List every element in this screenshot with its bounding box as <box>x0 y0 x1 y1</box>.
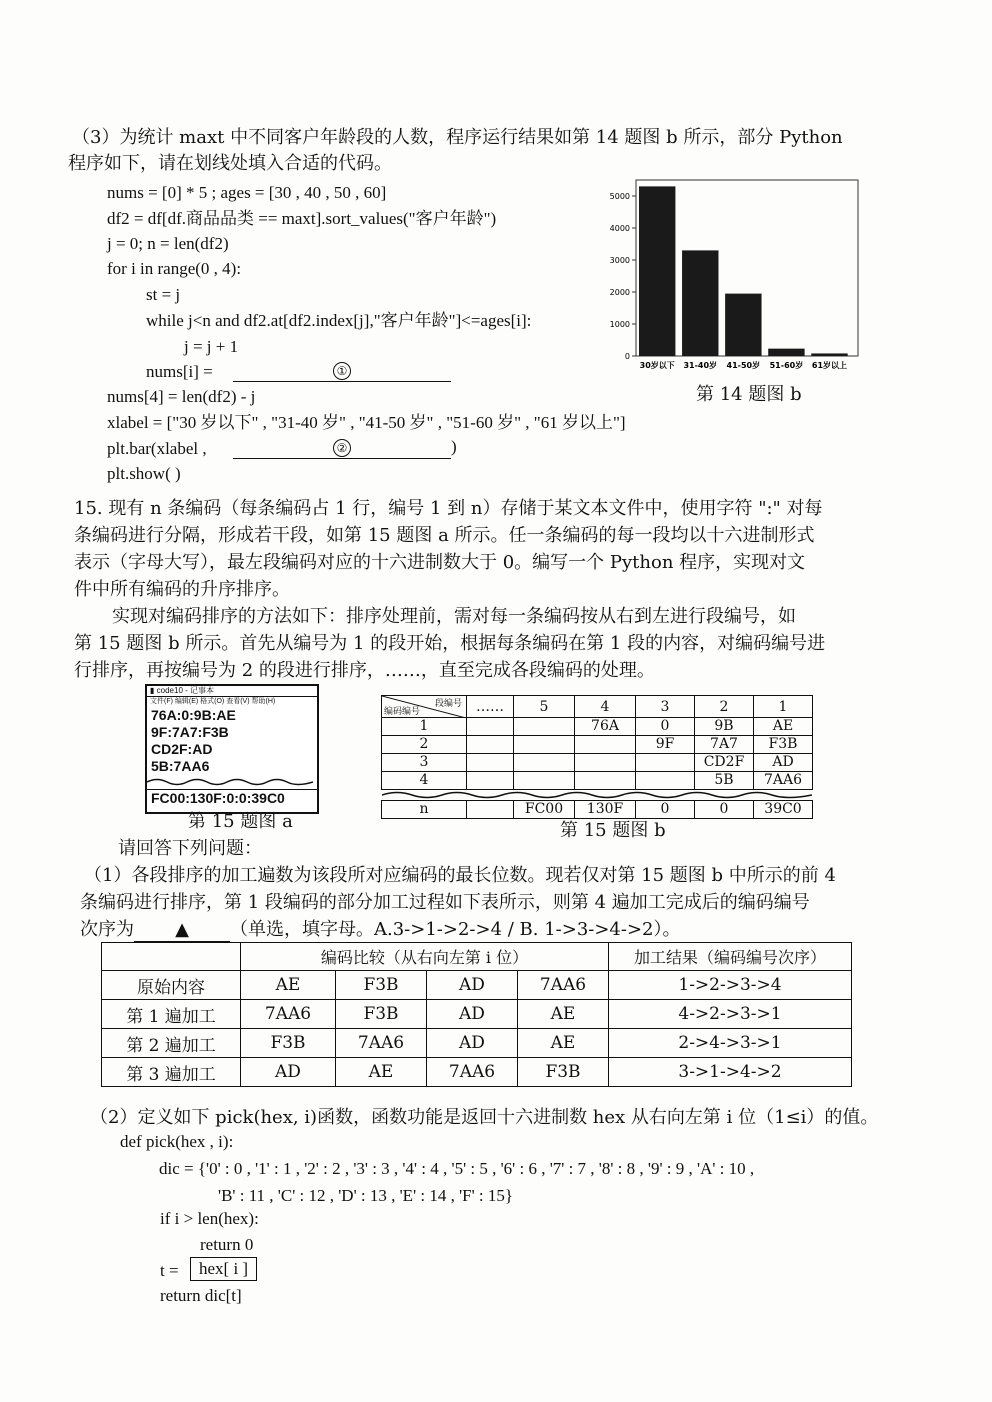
cell: 7AA6 <box>427 1058 518 1087</box>
sub1-line-last <box>80 919 681 942</box>
row-label: 第 3 遍加工 <box>102 1058 241 1087</box>
code-line: nums = [0] * 5 ; ages = [30 , 40 , 50 , 60] <box>107 183 387 202</box>
y-tick-label: 0 <box>624 352 630 361</box>
cell: AD <box>427 1000 518 1029</box>
cell: AE <box>518 1029 609 1058</box>
sub1-text: （单选，填字母。A.3->1->2->4 / B. 1->3->4->2）。 <box>230 919 681 940</box>
cell: F3B <box>336 971 427 1000</box>
code-line: df2 = df[df.商品品类 == maxt].sort_values("客户年龄") <box>107 209 497 228</box>
cell: FC00 <box>514 801 575 819</box>
segment-table <box>381 695 813 819</box>
code-line: return 0 <box>200 1235 254 1254</box>
notepad-line: CD2F:AD <box>151 741 213 757</box>
fig-a-caption: 第 15 题图 a <box>188 811 293 832</box>
code-line: dic = {'0' : 0 , '1' : 1 , '2' : 2 , '3' : 3 , '4' : 4 , '5' : 5 , '6' : 6 , '7' : 7 , '8' : 8 , '9' : 9 , 'A' : 10 , <box>159 1159 755 1178</box>
questions-intro: 请回答下列问题： <box>118 838 262 859</box>
break-line <box>147 775 313 789</box>
row-label: 第 2 遍加工 <box>102 1029 241 1058</box>
header-cell: 5 <box>514 696 575 718</box>
sub1-text: 次序为 <box>80 919 134 940</box>
code-line: if i > len(hex): <box>160 1209 259 1228</box>
cell: AD <box>427 971 518 1000</box>
code-line: xlabel = ["30 岁以下" , "31-40 岁" , "41-50 岁" , "51-60 岁" , "61 岁以上"] <box>107 413 626 432</box>
row-number: 4 <box>382 772 467 790</box>
q15-line: 第 15 题图 b 所示。首先从编号为 1 的段开始，根据每条编码在第 1 段的内容，对编码编号进 <box>74 633 826 654</box>
q15-line: 表示（字母大写），最左段编码对应的十六进制数大于 0。编写一个 Python 程序，实现对文 <box>74 552 806 573</box>
result-cell: 3->1->4->2 <box>609 1058 852 1087</box>
x-tick-label: 30岁以下 <box>639 361 675 370</box>
cell: 7AA6 <box>754 772 813 790</box>
chart-caption: 第 14 题图 b <box>696 384 802 405</box>
result-cell: 4->2->3->1 <box>609 1000 852 1029</box>
header-cell: 2 <box>695 696 754 718</box>
code-line: def pick(hex , i): <box>120 1132 234 1151</box>
q3-line1: （3）为统计 maxt 中不同客户年龄段的人数，程序运行结果如第 14 题图 b 所示，部分 Python <box>72 127 843 148</box>
header-cell: 3 <box>636 696 695 718</box>
fig-b-caption: 第 15 题图 b <box>560 820 666 841</box>
code-line: while j<n and df2.at[df2.index[j],"客户年龄"]<=ages[i]: <box>146 311 532 330</box>
code-line: plt.bar(xlabel , <box>107 439 207 458</box>
code-line: j = 0; n = len(df2) <box>107 234 229 253</box>
cell: 0 <box>636 718 695 736</box>
corner-top-label: 段编号 <box>434 698 462 708</box>
bar <box>768 349 804 356</box>
bar <box>811 353 847 356</box>
code-line: j = j + 1 <box>184 337 239 356</box>
y-tick-label: 4000 <box>609 224 630 233</box>
blank-marker: ▲ <box>175 919 189 940</box>
answer-blank-1[interactable] <box>233 359 451 382</box>
y-tick-label: 2000 <box>609 288 630 297</box>
cell: AD <box>427 1029 518 1058</box>
bar <box>639 186 675 356</box>
code-line: st = j <box>146 285 181 304</box>
table-row <box>382 772 813 790</box>
corner-bottom-label: 编码编号 <box>384 706 421 716</box>
header-cell: 1 <box>754 696 813 718</box>
answer-blank-choice[interactable] <box>134 919 230 942</box>
table-row <box>382 801 813 819</box>
cell: AD <box>241 1058 336 1087</box>
cell: 39C0 <box>754 801 813 819</box>
cell: 0 <box>636 801 695 819</box>
bar <box>682 250 718 356</box>
table-corner <box>382 696 467 718</box>
cell: AE <box>336 1058 427 1087</box>
answer-box[interactable]: hex[ i ] <box>190 1257 257 1281</box>
code-line: nums[4] = len(df2) - j <box>107 387 256 406</box>
x-tick-label: 51-60岁 <box>769 361 804 370</box>
notepad-line: 5B:7AA6 <box>151 758 210 774</box>
table-row <box>382 718 813 736</box>
q15-line: 实现对编码排序的方法如下：排序处理前，需对每一条编码按从右到左进行段编号，如 <box>112 606 796 627</box>
cell: AE <box>241 971 336 1000</box>
row-number: 3 <box>382 754 467 772</box>
close-paren: ) <box>451 437 457 456</box>
y-tick-label: 5000 <box>609 192 630 201</box>
q3-line2: 程序如下，请在划线处填入合适的代码。 <box>68 153 392 174</box>
table-row <box>102 1029 852 1058</box>
notepad-title <box>147 686 317 697</box>
code-line: return dic[t] <box>160 1286 242 1305</box>
notepad-icon: ▮ <box>150 686 155 695</box>
cell: 9B <box>695 718 754 736</box>
sub1-line: 条编码进行排序，第 1 段编码的部分加工过程如下表所示，则第 4 遍加工完成后的编码编号 <box>80 892 810 913</box>
cell: 7AA6 <box>241 1000 336 1029</box>
cell: AE <box>518 1000 609 1029</box>
table-row <box>382 736 813 754</box>
break-row <box>382 790 813 801</box>
blank-1-marker: ① <box>333 362 351 380</box>
cell: AE <box>754 718 813 736</box>
result-header: 加工结果（编码编号次序） <box>609 943 852 971</box>
compare-header: 编码比较（从右向左第 i 位） <box>241 943 609 971</box>
notepad-title-text: code10 - 记事本 <box>156 686 214 695</box>
y-tick-label: 3000 <box>609 256 630 265</box>
bar <box>725 294 761 356</box>
cell: AD <box>754 754 813 772</box>
notepad-line: 76A:0:9B:AE <box>151 707 236 723</box>
cell: 7A7 <box>695 736 754 754</box>
cell: 76A <box>575 718 636 736</box>
code-line: plt.show( ) <box>107 464 181 483</box>
header-cell: 4 <box>575 696 636 718</box>
sub1-line: （1）各段排序的加工遍数为该段所对应编码的最长位数。现若仅对第 15 题图 b 中所示的前 4 <box>84 865 836 886</box>
cell: 130F <box>575 801 636 819</box>
blank-2-marker: ② <box>333 439 351 457</box>
notepad-menu: 文件(F) 编辑(E) 格式(O) 查看(V) 帮助(H) <box>150 698 276 705</box>
break-line <box>382 790 812 800</box>
process-table <box>101 942 852 1087</box>
cell: F3B <box>754 736 813 754</box>
cell: CD2F <box>695 754 754 772</box>
result-cell: 2->4->3->1 <box>609 1029 852 1058</box>
cell: 7AA6 <box>518 971 609 1000</box>
notepad-line: 9F:7A7:F3B <box>151 724 229 740</box>
row-label: 原始内容 <box>102 971 241 1000</box>
notepad-last-line: FC00:130F:0:0:39C0 <box>147 789 317 806</box>
x-tick-label: 31-40岁 <box>683 361 718 370</box>
table-row <box>102 1058 852 1087</box>
q15-line: 行排序，再按编号为 2 的段进行排序，……，直至完成各段编码的处理。 <box>74 660 655 681</box>
code-line: 'B' : 11 , 'C' : 12 , 'D' : 13 , 'E' : 14 , 'F' : 15} <box>218 1186 514 1205</box>
code-line: for i in range(0 , 4): <box>107 259 242 278</box>
cell: F3B <box>336 1000 427 1029</box>
y-tick-label: 1000 <box>609 320 630 329</box>
row-number: n <box>382 801 467 819</box>
cell: 0 <box>695 801 754 819</box>
code-line: nums[i] = <box>146 362 213 381</box>
code-line: t = <box>160 1261 179 1280</box>
cell: 9F <box>636 736 695 754</box>
header-cell: …… <box>467 696 514 718</box>
x-tick-label: 61岁以上 <box>811 361 848 370</box>
cell: 5B <box>695 772 754 790</box>
cell: F3B <box>518 1058 609 1087</box>
q15-line: 15. 现有 n 条编码（每条编码占 1 行，编号 1 到 n）存储于某文本文件中，使用字符 ":" 对每 <box>74 498 823 519</box>
sub2-line: （2）定义如下 pick(hex, i)函数，函数功能是返回十六进制数 hex 从右向左第 i 位（1≤i）的值。 <box>90 1107 879 1128</box>
x-tick-label: 41-50岁 <box>726 361 761 370</box>
table-row <box>102 971 852 1000</box>
cell: F3B <box>241 1029 336 1058</box>
q15-line: 件中所有编码的升序排序。 <box>74 579 290 600</box>
answer-blank-2[interactable] <box>233 436 457 459</box>
result-cell: 1->2->3->4 <box>609 971 852 1000</box>
row-label: 第 1 遍加工 <box>102 1000 241 1029</box>
table-row <box>102 1000 852 1029</box>
table-row <box>382 754 813 772</box>
notepad-window <box>145 684 319 814</box>
row-number: 1 <box>382 718 467 736</box>
row-number: 2 <box>382 736 467 754</box>
bar-chart <box>596 176 864 376</box>
q15-line: 条编码进行分隔，形成若干段，如第 15 题图 a 所示。任一条编码的每一段均以十六进制形式 <box>74 525 815 546</box>
cell: 7AA6 <box>336 1029 427 1058</box>
